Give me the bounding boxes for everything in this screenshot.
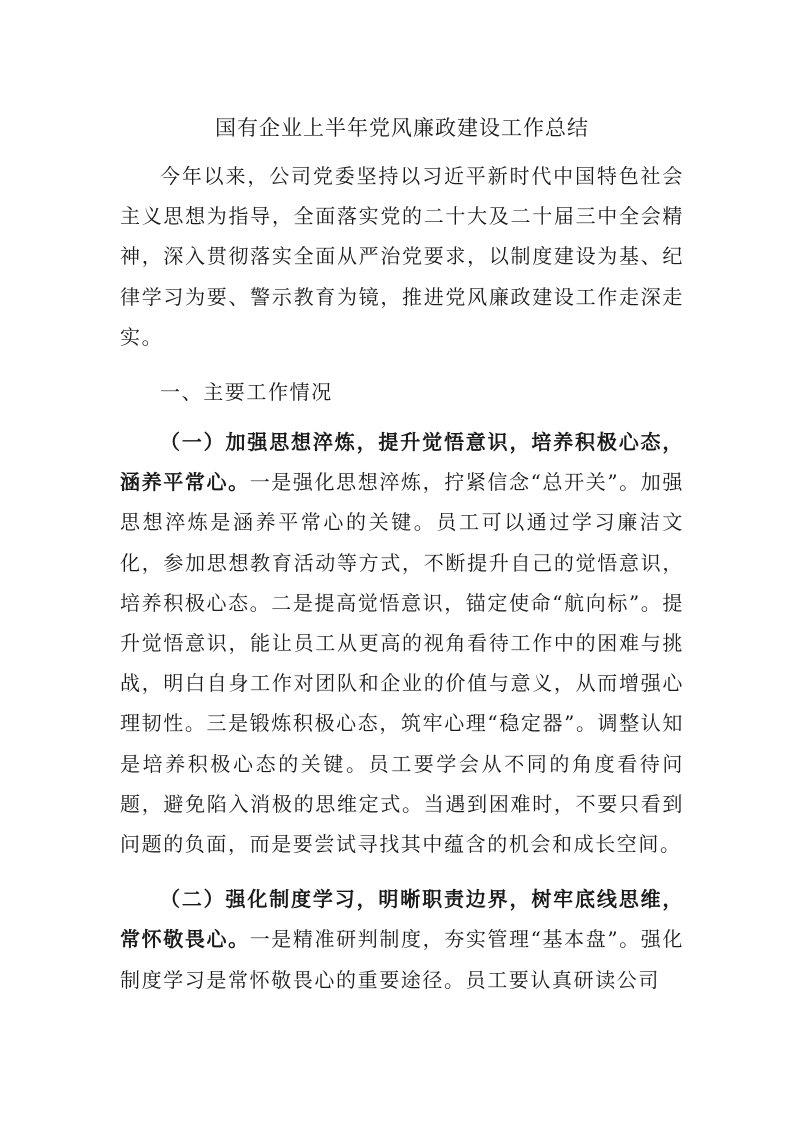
item-two-paragraph — [120, 879, 684, 1000]
item-one-body: 一是强化思想淬炼，拧紧信念“总开关”。加强思想淬炼是涵养平常心的关键。员工可以通过学习廉洁文化，参加思想教育活动等方式，不断提升自己的觉悟意识，培养积极心态。二是提高觉悟意识，锚定使命“航向标”。提升觉悟意识，能让员工从更高的视角看待工作中的困难与挑战，明白自身工作对团队和企业的价值与意义，从而增强心理韧性。三是锻炼积极心态，筑牢心理“稳定器”。调整认知是培养积极心态的关键。员工要学会从不同的角度看待问题，避免陷入消极的思维定式。当遇到困难时，不要只看到问题的负面，而是要尝试寻找其中蕴含的机会和成长空间。 — [120, 470, 684, 857]
item-two-lead: （二）强化制度学习，明晰职责边界，树牢底线思维，常怀敬畏心。 — [120, 887, 684, 952]
document-page — [120, 112, 684, 1000]
item-two-body: 一是精准研判制度，夯实管理“基本盘”。强化制度学习是常怀敬畏心的重要途径。员工要认真研读公司 — [120, 927, 684, 992]
intro-paragraph: 今年以来，公司党委坚持以习近平新时代中国特色社会主义思想为指导，全面落实党的二十大及二十届三中全会精神，深入贯彻落实全面从严治党要求，以制度建设为基、纪律学习为要、警示教育为镜，推进党风廉政建设工作走深走实。 — [120, 164, 684, 349]
document-title: 国有企业上半年党风廉政建设工作总结 — [215, 116, 589, 140]
item-one-paragraph — [120, 422, 684, 864]
section-heading-main-work: 一、主要工作情况 — [160, 380, 333, 405]
item-one-lead: （一）加强思想淬炼，提升觉悟意识，培养积极心态，涵养平常心。 — [120, 430, 684, 495]
